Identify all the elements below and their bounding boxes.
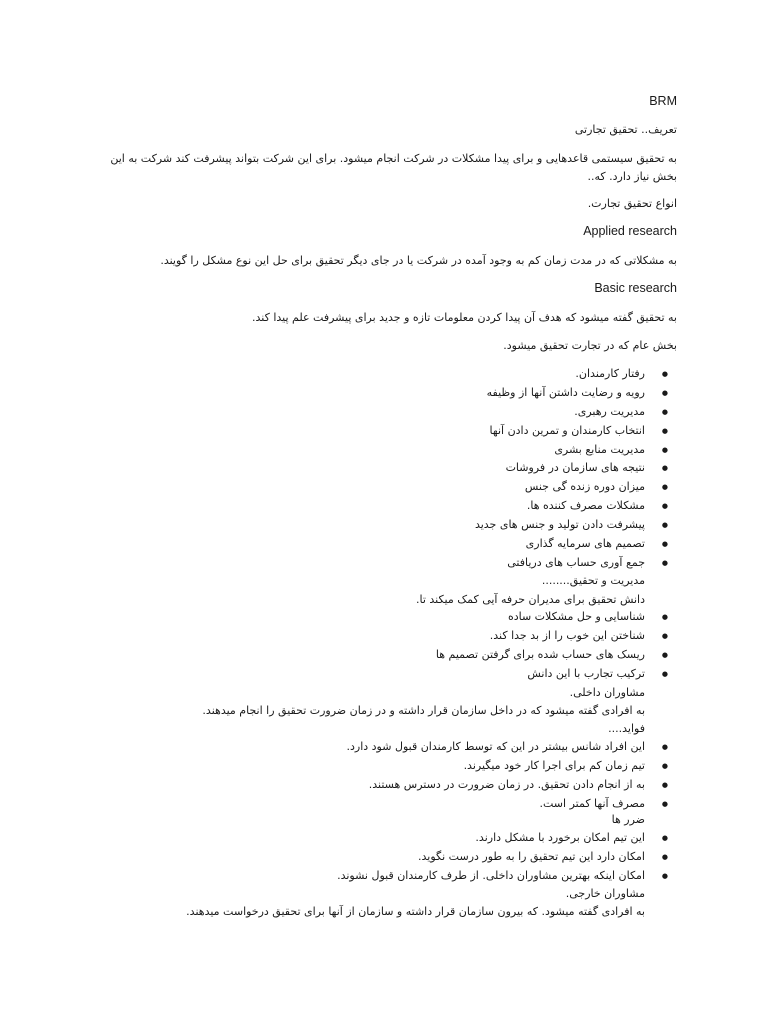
list-item: ● مصرف آنها کمتر است. bbox=[90, 795, 668, 814]
definition-heading: تعریف.. تحقیق تجارتی bbox=[574, 123, 677, 136]
harms-heading: ضرر ها bbox=[611, 813, 645, 826]
list-item: ● امکان اینکه بهترین مشاوران داخلی. از طرف کارمندان قبول نشوند. bbox=[90, 867, 668, 886]
definition-paragraph: به تحقیق سیستمی قاعدهایی و برای پیدا مشکلات در شرکت انجام میشود. برای این شرکت بتواند پیشرفت کند شرکت به این بخش نیاز دارد. که.. bbox=[110, 152, 677, 183]
list-item: ● شناسایی و حل مشکلات ساده bbox=[90, 608, 668, 627]
list-item: ● مدیریت رهبری. bbox=[90, 403, 668, 422]
external-consultants-heading: مشاوران خارجی. bbox=[565, 887, 645, 900]
internal-consultants-heading: مشاوران داخلی. bbox=[569, 686, 645, 699]
list-item: ● امکان دارد این تیم تحقیق را به طور درست نگوید. bbox=[90, 848, 668, 867]
management-heading: مدیریت و تحقیق........ bbox=[541, 574, 645, 587]
list-item: ● ریسک های حساب شده برای گرفتن تصمیم ها bbox=[90, 646, 668, 665]
list-item: ● ترکیب تجارب با این دانش bbox=[90, 665, 668, 684]
list-item: ● میزان دوره زنده گی جنس bbox=[90, 478, 668, 497]
applied-research-paragraph: به مشکلاتی که در مدت زمان کم به وجود آمده در شرکت یا در جای دیگر تحقیق برای حل این نوع مشکل را گویند. bbox=[160, 254, 677, 267]
external-consultants-paragraph: به افرادی گفته میشود. که بیرون سازمان قرار داشته و سازمان از آنها برای تحقیق درخواست میدهند. bbox=[186, 905, 645, 918]
list-item: ● مشکلات مصرف کننده ها. bbox=[90, 497, 668, 516]
list-item: ● جمع آوری حساب های دریافتی bbox=[90, 554, 668, 573]
list-item: ● رویه و رضایت داشتن آنها از وظیفه bbox=[90, 384, 668, 403]
harms-list bbox=[90, 829, 668, 886]
list-item: ● انتخاب کارمندان و تمرین دادن آنها bbox=[90, 422, 668, 441]
research-areas-list bbox=[90, 365, 668, 573]
benefits-list bbox=[90, 738, 668, 814]
document-title: BRM bbox=[649, 94, 677, 108]
benefits-heading: فواید.... bbox=[608, 722, 645, 735]
list-item: ● مدیریت منابع بشری bbox=[90, 441, 668, 460]
list-item: ● این افراد شانس بیشتر در این که توسط کارمندان قبول شود دارد. bbox=[90, 738, 668, 757]
basic-research-heading: Basic research bbox=[594, 281, 677, 295]
management-list bbox=[90, 608, 668, 684]
list-item: ● به از انجام دادن تحقیق. در زمان ضرورت در دسترس هستند. bbox=[90, 776, 668, 795]
list-item: ● این تیم امکان برخورد با مشکل دارند. bbox=[90, 829, 668, 848]
types-heading: انواع تحقیق تجارت. bbox=[587, 197, 677, 210]
list-item: ● تیم زمان کم برای اجرا کار خود میگیرند. bbox=[90, 757, 668, 776]
list-item: ● شناختن این خوب را از بد جدا کند. bbox=[90, 627, 668, 646]
research-areas-heading: بخش عام که در تجارت تحقیق میشود. bbox=[503, 339, 677, 352]
basic-research-paragraph: به تحقیق گفته میشود که هدف آن پیدا کردن معلومات تازه و جدید برای پیشرفت علم پیدا کند. bbox=[252, 311, 677, 324]
internal-consultants-paragraph: به افرادی گفته میشود که در داخل سازمان قرار داشته و در زمان ضرورت تحقیق را انجام میدهند. bbox=[202, 704, 645, 717]
list-item: ● رفتار کارمندان. bbox=[90, 365, 668, 384]
list-item: ● پیشرفت دادن تولید و جنس های جدید bbox=[90, 516, 668, 535]
list-item: ● تصمیم های سرمایه گذاری bbox=[90, 535, 668, 554]
management-paragraph: دانش تحقیق برای مدیران حرفه آیی کمک میکند تا. bbox=[415, 593, 645, 606]
applied-research-heading: Applied research bbox=[583, 224, 677, 238]
list-item: ● نتیجه های سازمان در فروشات bbox=[90, 459, 668, 478]
